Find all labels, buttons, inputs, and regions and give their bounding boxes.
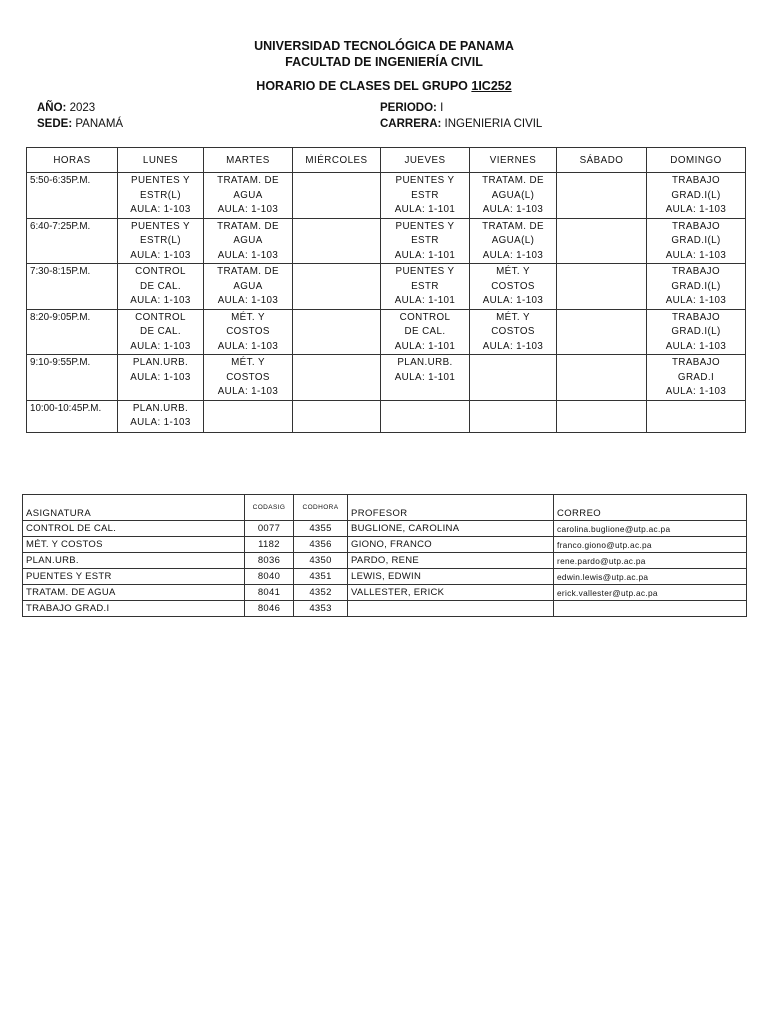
class-cell-line: AULA: 1-103 xyxy=(217,249,279,261)
class-cell-line: AULA: 1-103 xyxy=(665,340,727,352)
year-value: 2023 xyxy=(69,102,96,114)
class-cell-line: AULA: 1-103 xyxy=(482,340,544,352)
subject-cell: PLAN.URB. xyxy=(23,553,245,569)
class-cell-line: TRABAJO xyxy=(672,357,720,368)
class-cell-line: DE CAL. xyxy=(140,326,181,337)
period-label: PERIODO: xyxy=(380,102,437,114)
class-cell-line: PLAN.URB. xyxy=(132,357,189,368)
subjects-table xyxy=(22,494,747,617)
class-cell xyxy=(293,218,381,264)
class-cell-line: AULA: 1-103 xyxy=(130,204,191,215)
class-cell-line: DE CAL. xyxy=(404,326,446,337)
class-cell-line: ESTR xyxy=(411,235,439,246)
subject-row xyxy=(23,601,747,617)
schedule-row xyxy=(27,400,746,432)
class-cell xyxy=(118,355,204,401)
subject-cell: edwin.lewis@utp.ac.pa xyxy=(554,569,747,585)
class-cell xyxy=(118,218,204,264)
subject-cell: 8040 xyxy=(245,569,294,585)
class-cell-line: ESTR xyxy=(411,189,439,201)
subjects-col-header: CODASIG xyxy=(245,495,294,521)
class-cell xyxy=(204,309,293,355)
class-cell xyxy=(381,173,470,219)
hour-cell: 5:50-6:35P.M. xyxy=(27,173,118,219)
class-cell-line: PUENTES Y xyxy=(395,266,455,277)
subjects-col-header: CODHORA xyxy=(294,495,348,521)
subject-cell: TRATAM. DE AGUA xyxy=(23,585,245,601)
period-value: I xyxy=(440,102,444,114)
subjects-body xyxy=(23,521,747,617)
class-cell-line: AULA: 1-103 xyxy=(482,249,544,261)
subject-cell: PARDO, RENE xyxy=(348,553,554,569)
subject-row xyxy=(23,537,747,553)
site-label: SEDE: xyxy=(37,118,73,130)
class-cell-line: TRATAM. DE xyxy=(217,220,279,232)
subject-cell: CONTROL DE CAL. xyxy=(23,521,245,537)
class-cell-line: GRAD.I xyxy=(677,371,715,383)
class-cell-line: AULA: 1-103 xyxy=(665,204,727,215)
class-cell xyxy=(293,264,381,310)
schedule-table xyxy=(26,147,746,433)
schedule-header-row xyxy=(27,148,746,173)
class-cell-line: MÉT. Y xyxy=(496,266,530,277)
subject-cell: 4350 xyxy=(294,553,348,569)
schedule-row xyxy=(27,355,746,401)
class-cell xyxy=(470,400,557,432)
subjects-col-header: PROFESOR xyxy=(348,495,554,521)
subject-cell: franco.giono@utp.ac.pa xyxy=(554,537,747,553)
class-cell-line: GRAD.I(L) xyxy=(671,280,721,292)
class-cell-line: AULA: 1-103 xyxy=(665,386,727,397)
career-field xyxy=(380,118,542,130)
class-cell-line: DE CAL. xyxy=(140,280,181,292)
class-cell xyxy=(470,309,557,355)
subject-cell: 8041 xyxy=(245,585,294,601)
schedule-row xyxy=(27,173,746,219)
class-cell-line: CONTROL xyxy=(135,311,186,323)
hour-cell: 8:20-9:05P.M. xyxy=(27,309,118,355)
class-cell xyxy=(557,218,647,264)
class-cell-line: TRABAJO xyxy=(672,266,720,277)
subject-cell: GIONO, FRANCO xyxy=(348,537,554,553)
class-cell xyxy=(381,264,470,310)
class-cell-line: AULA: 1-103 xyxy=(130,340,191,352)
subject-row xyxy=(23,521,747,537)
class-cell xyxy=(647,173,746,219)
subject-cell: VALLESTER, ERICK xyxy=(348,585,554,601)
class-cell xyxy=(293,309,381,355)
class-cell xyxy=(118,400,204,432)
subject-row xyxy=(23,569,747,585)
subject-cell: erick.vallester@utp.ac.pa xyxy=(554,585,747,601)
class-cell-line: MÉT. Y xyxy=(496,311,530,323)
class-cell-line: PUENTES Y xyxy=(131,220,190,232)
schedule-row xyxy=(27,309,746,355)
class-cell-line: GRAD.I(L) xyxy=(671,189,721,201)
class-cell-line: ESTR(L) xyxy=(140,235,181,246)
class-cell xyxy=(118,309,204,355)
class-cell xyxy=(470,264,557,310)
subject-cell: 8046 xyxy=(245,601,294,617)
class-cell-line: TRATAM. DE xyxy=(217,175,279,186)
class-cell xyxy=(647,355,746,401)
class-cell xyxy=(470,355,557,401)
subject-cell: 4355 xyxy=(294,521,348,537)
class-cell xyxy=(204,218,293,264)
class-cell-line: AULA: 1-101 xyxy=(394,204,456,215)
faculty-title: FACULTAD DE INGENIERÍA CIVIL xyxy=(285,55,483,69)
hour-cell: 10:00-10:45P.M. xyxy=(27,400,118,432)
class-cell-line: AGUA xyxy=(233,280,263,292)
subject-cell: PUENTES Y ESTR xyxy=(23,569,245,585)
subject-cell: 8036 xyxy=(245,553,294,569)
class-cell xyxy=(204,173,293,219)
class-cell xyxy=(470,173,557,219)
class-cell-line: CONTROL xyxy=(399,311,451,323)
class-cell xyxy=(647,264,746,310)
subject-row xyxy=(23,585,747,601)
class-cell-line: AULA: 1-103 xyxy=(217,340,279,352)
class-cell-line: AGUA xyxy=(233,189,263,201)
career-label: CARRERA: xyxy=(380,118,442,130)
class-cell xyxy=(557,309,647,355)
schedule-col-header: HORAS xyxy=(27,148,118,173)
class-cell-line: CONTROL xyxy=(135,266,186,277)
site-field xyxy=(37,118,123,130)
schedule-title xyxy=(0,79,768,93)
class-cell-line: AULA: 1-101 xyxy=(394,295,456,306)
class-cell-line: TRATAM. DE xyxy=(482,175,544,186)
university-title: UNIVERSIDAD TECNOLÓGICA DE PANAMA xyxy=(254,39,514,53)
class-cell xyxy=(557,400,647,432)
class-cell-line: TRABAJO xyxy=(672,311,720,323)
subject-cell: MÉT. Y COSTOS xyxy=(23,537,245,553)
class-cell xyxy=(557,355,647,401)
subject-cell: TRABAJO GRAD.I xyxy=(23,601,245,617)
subject-cell xyxy=(554,601,747,617)
subject-cell xyxy=(348,601,554,617)
subject-cell: 4352 xyxy=(294,585,348,601)
subject-cell: 4356 xyxy=(294,537,348,553)
schedule-row xyxy=(27,218,746,264)
class-cell-line: PUENTES Y xyxy=(395,175,455,186)
year-label: AÑO: xyxy=(37,102,67,114)
year-field xyxy=(37,102,95,114)
schedule-col-header: MARTES xyxy=(204,148,293,173)
class-cell xyxy=(293,400,381,432)
subject-cell: LEWIS, EDWIN xyxy=(348,569,554,585)
class-cell-line: TRATAM. DE xyxy=(482,220,544,232)
class-cell-line: AULA: 1-103 xyxy=(217,295,279,306)
class-cell xyxy=(293,355,381,401)
schedule-col-header: SÁBADO xyxy=(557,148,647,173)
subject-row xyxy=(23,553,747,569)
class-cell xyxy=(381,355,470,401)
class-cell-line: COSTOS xyxy=(226,326,270,337)
subject-cell: 1182 xyxy=(245,537,294,553)
class-cell xyxy=(647,309,746,355)
class-cell xyxy=(204,400,293,432)
class-cell xyxy=(557,173,647,219)
class-cell-line: PUENTES Y xyxy=(131,175,190,186)
schedule-body xyxy=(27,173,746,433)
class-cell-line: MÉT. Y xyxy=(231,357,265,368)
class-cell-line: PLAN.URB. xyxy=(397,357,453,368)
class-cell-line: COSTOS xyxy=(491,280,535,292)
subjects-header-row xyxy=(23,495,747,521)
schedule-col-header: LUNES xyxy=(118,148,204,173)
subjects-col-header: CORREO xyxy=(554,495,747,521)
class-cell xyxy=(647,218,746,264)
class-cell xyxy=(204,264,293,310)
class-cell-line: AGUA(L) xyxy=(491,235,535,246)
class-cell-line: COSTOS xyxy=(491,326,535,337)
class-cell-line: TRABAJO xyxy=(672,220,720,232)
group-code: 1IC252 xyxy=(471,79,512,93)
schedule-col-header: MIÉRCOLES xyxy=(293,148,381,173)
class-cell-line: TRABAJO xyxy=(672,175,720,186)
career-value: INGENIERIA CIVIL xyxy=(444,118,543,130)
class-cell-line: ESTR xyxy=(411,280,439,292)
class-cell-line: AULA: 1-101 xyxy=(394,249,456,261)
class-cell-line: AULA: 1-103 xyxy=(130,417,191,428)
class-cell-line: AULA: 1-103 xyxy=(482,295,544,306)
schedule-row xyxy=(27,264,746,310)
class-cell-line: GRAD.I(L) xyxy=(671,326,721,337)
subject-cell: rene.pardo@utp.ac.pa xyxy=(554,553,747,569)
schedule-col-header: DOMINGO xyxy=(647,148,746,173)
subject-cell: 0077 xyxy=(245,521,294,537)
class-cell-line: AGUA xyxy=(233,235,263,246)
class-cell-line: AULA: 1-103 xyxy=(217,204,279,215)
class-cell-line: AGUA(L) xyxy=(491,189,535,201)
class-cell xyxy=(470,218,557,264)
subjects-col-header: ASIGNATURA xyxy=(23,495,245,521)
site-value: PANAMÁ xyxy=(75,118,124,130)
class-cell xyxy=(381,218,470,264)
class-cell-line: AULA: 1-103 xyxy=(482,204,544,215)
class-cell-line: AULA: 1-103 xyxy=(130,295,191,306)
class-cell xyxy=(557,264,647,310)
class-cell-line: PLAN.URB. xyxy=(132,402,189,414)
schedule-col-header: JUEVES xyxy=(381,148,470,173)
class-cell-line: AULA: 1-103 xyxy=(130,371,191,383)
hour-cell: 6:40-7:25P.M. xyxy=(27,218,118,264)
subject-cell: carolina.buglione@utp.ac.pa xyxy=(554,521,747,537)
class-cell-line: AULA: 1-103 xyxy=(665,249,727,261)
class-cell-line: TRATAM. DE xyxy=(217,266,279,277)
class-cell-line: AULA: 1-103 xyxy=(217,386,279,397)
class-cell-line: AULA: 1-103 xyxy=(130,249,191,261)
class-cell-line: AULA: 1-101 xyxy=(394,371,456,383)
schedule-col-header: VIERNES xyxy=(470,148,557,173)
class-cell xyxy=(118,264,204,310)
subject-cell: 4353 xyxy=(294,601,348,617)
class-cell-line: MÉT. Y xyxy=(231,311,265,323)
hour-cell: 9:10-9:55P.M. xyxy=(27,355,118,401)
class-cell-line: ESTR(L) xyxy=(140,189,181,201)
schedule-title-text: HORARIO DE CLASES DEL GRUPO xyxy=(256,79,472,93)
class-cell-line: AULA: 1-101 xyxy=(394,340,456,352)
subject-cell: 4351 xyxy=(294,569,348,585)
class-cell-line: COSTOS xyxy=(226,371,270,383)
class-cell xyxy=(381,309,470,355)
class-cell xyxy=(118,173,204,219)
hour-cell: 7:30-8:15P.M. xyxy=(27,264,118,310)
class-cell xyxy=(293,173,381,219)
subject-cell: BUGLIONE, CAROLINA xyxy=(348,521,554,537)
class-cell xyxy=(647,400,746,432)
class-cell-line: GRAD.I(L) xyxy=(671,235,721,246)
class-cell-line: AULA: 1-103 xyxy=(665,295,727,306)
class-cell xyxy=(204,355,293,401)
period-field xyxy=(380,102,443,114)
class-cell-line: PUENTES Y xyxy=(395,220,455,232)
class-cell xyxy=(381,400,470,432)
